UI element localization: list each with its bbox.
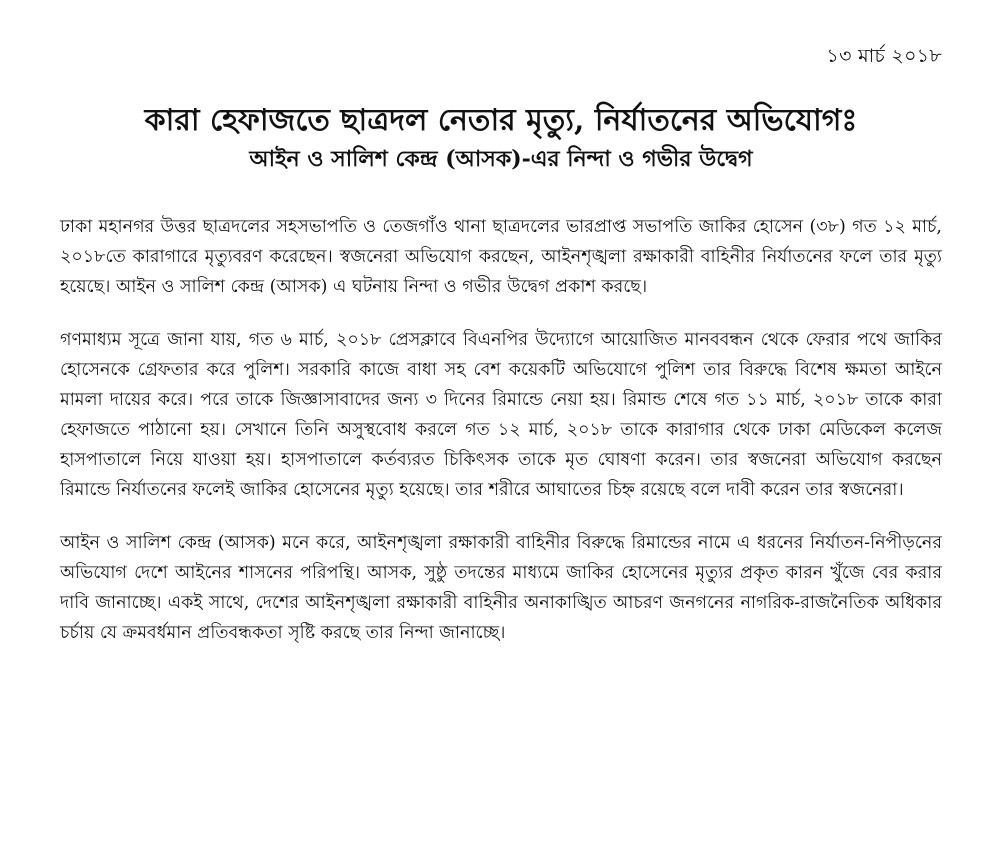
- body-paragraph-2: গণমাধ্যম সূত্রে জানা যায়, গত ৬ মার্চ, ২০১৮ প্রেসক্লাবে বিএনপির উদ্যোগে আয়োজিত মানববন্ধন থেকে ফেরার পথে জাকির হোসেনকে গ্রেফতার করে পুলিশ। সরকারি কাজে বাধা সহ বেশ কয়েকটি অভিযোগে পুলিশ তার বিরুদ্ধে বিশেষ ক্ষমতা আইনে মামলা দায়ের করে। পরে তাকে জিজ্ঞাসাবাদের জন্য ৩ দিনের রিমান্ডে নেয়া হয়। রিমান্ড শেষে গত ১১ মার্চ, ২০১৮ তাকে কারা হেফাজতে পাঠানো হয়। সেখানে তিনি অসুস্থবোধ করলে গত ১২ মার্চ, ২০১৮ তাকে কারাগার থেকে ঢাকা মেডিকেল কলেজ হাসপাতালে নিয়ে যাওয়া হয়। হাসপাতালে কর্তব্যরত চিকিৎসক তাকে মৃত ঘোষণা করেন। তার স্বজনেরা অভিযোগ করছেন রিমান্ডে নির্যাতনের ফলেই জাকির হোসেনের মৃত্যু হয়েছে। তার শরীরে আঘাতের চিহ্ন রয়েছে বলে দাবী করেন তার স্বজনেরা।: [60, 330, 942, 500]
- press-release-subtitle: আইন ও সালিশ কেন্দ্র (আসক)-এর নিন্দা ও গভীর উদ্বেগ: [249, 146, 753, 172]
- body-paragraph-3: আইন ও সালিশ কেন্দ্র (আসক) মনে করে, আইনশৃঙ্খলা রক্ষাকারী বাহিনীর বিরুদ্ধে রিমান্ডের নামে এ ধরনের নির্যাতন-নিপীড়নের অভিযোগ দেশে আইনের শাসনের পরিপন্থি। আসক, সুষ্ঠু তদন্তের মাধ্যমে জাকির হোসেনের মৃত্যুর প্রকৃত কারন খুঁজে বের করার দাবি জানাচ্ছে। একই সাথে, দেশের আইনশৃঙ্খলা রক্ষাকারী বাহিনীর অনাকাঙ্খিত আচরণ জনগনের নাগরিক-রাজনৈতিক অধিকার চর্চায় যে ক্রমবর্ধমান প্রতিবন্ধকতা সৃষ্টি করছে তার নিন্দা জানাচ্ছে।: [60, 533, 942, 643]
- release-date: ১৩ মার্চ ২০১৮: [826, 45, 942, 67]
- press-release-title: কারা হেফাজতে ছাত্রদল নেতার মৃত্যু, নির্যাতনের অভিযোগঃ: [144, 103, 858, 138]
- body-paragraph-1: ঢাকা মহানগর উত্তর ছাত্রদলের সহসভাপতি ও তেজগাঁও থানা ছাত্রদলের ভারপ্রাপ্ত সভাপতি জাকির হোসেন (৩৮) গত ১২ মার্চ, ২০১৮তে কারাগারে মৃত্যুবরণ করেছেন। স্বজনেরা অভিযোগ করছেন, আইনশৃঙ্খলা রক্ষাকারী বাহিনীর নির্যাতনের ফলে তার মৃত্যু হয়েছে। আইন ও সালিশ কেন্দ্র (আসক) এ ঘটনায় নিন্দা ও গভীর উদ্বেগ প্রকাশ করছে।: [60, 217, 942, 297]
